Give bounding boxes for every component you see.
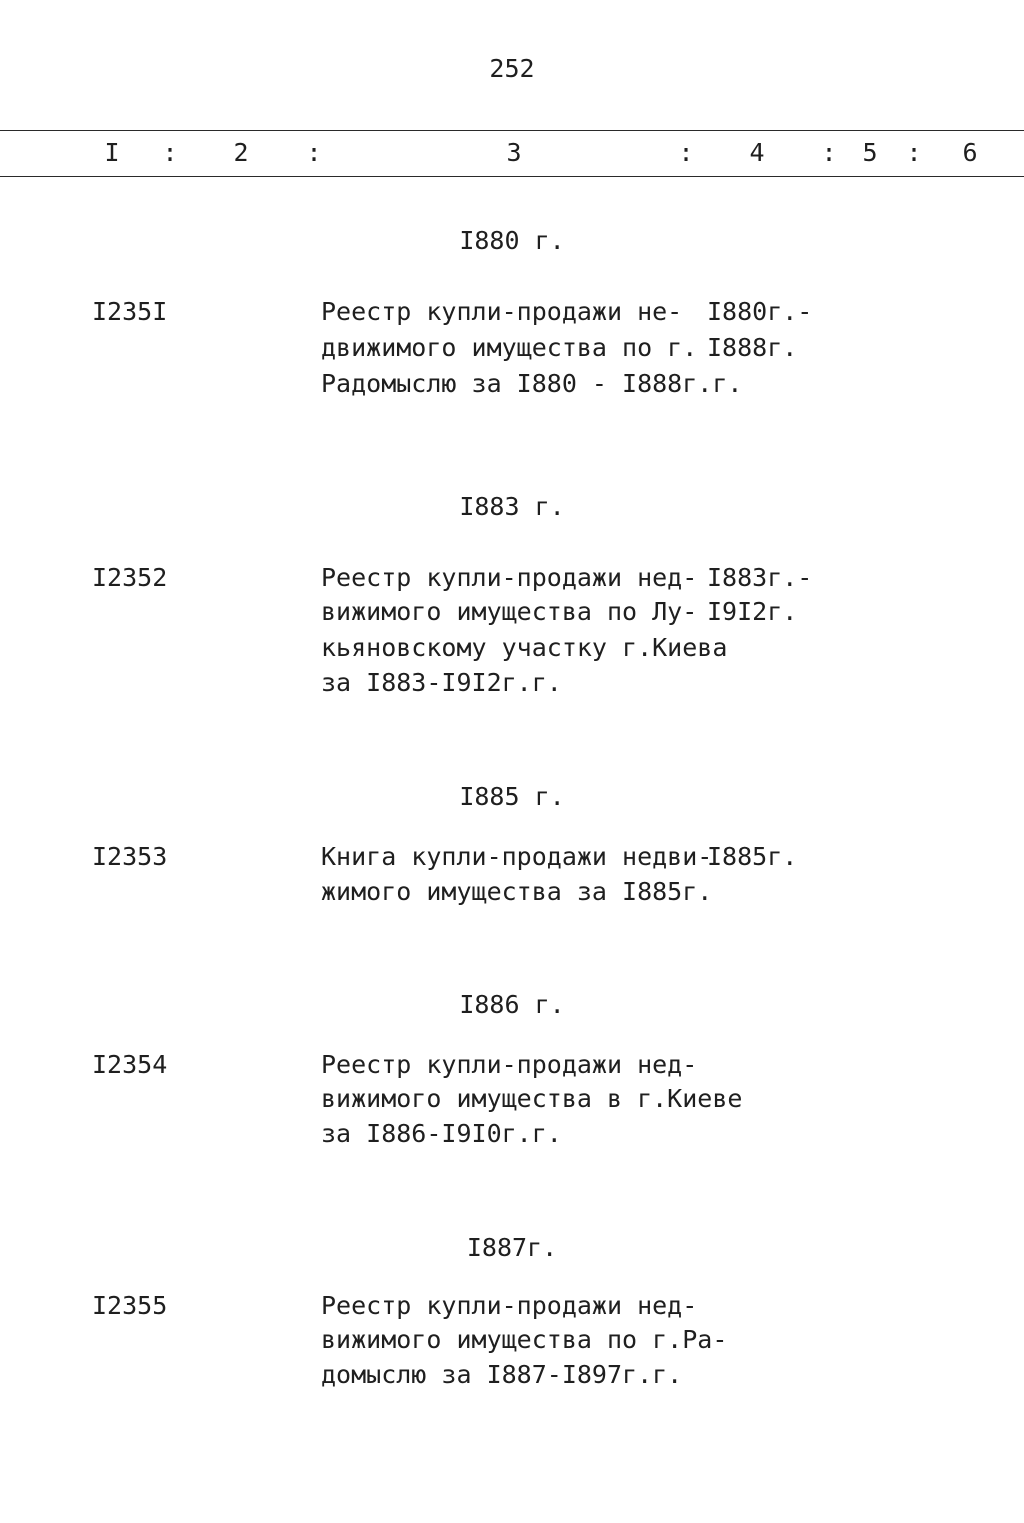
- year-heading: I880 г.: [459, 226, 565, 255]
- description-line: вижимого имущества по г.Ра-: [321, 1325, 728, 1354]
- item-number: I2354: [92, 1050, 168, 1079]
- column-separator: :: [821, 138, 837, 167]
- column-header-1: I: [104, 138, 120, 167]
- date-range: I885г.: [707, 842, 798, 871]
- description-line: вижимого имущества по Лу-: [321, 597, 698, 626]
- description-line: кьяновскому участку г.Киева: [321, 633, 728, 662]
- description-line: жимого имущества за I885г.: [321, 877, 713, 906]
- description-line: движимого имущества по г.: [321, 333, 698, 362]
- description-line: домыслю за I887-I897г.г.: [321, 1360, 683, 1389]
- description-line: вижимого имущества в г.Киеве: [321, 1084, 743, 1113]
- page-number: 252: [489, 54, 535, 83]
- column-separator: :: [306, 138, 322, 167]
- description-line: за I883-I9I2г.г.: [321, 668, 562, 697]
- year-heading: I886 г.: [459, 990, 565, 1019]
- date-range: I9I2г.: [707, 597, 798, 626]
- description-line: Радомыслю за I880 - I888г.г.: [321, 369, 743, 398]
- header-rule-top: [0, 130, 1024, 131]
- year-heading: I883 г.: [459, 492, 565, 521]
- column-header-6: 6: [962, 138, 978, 167]
- item-number: I235I: [92, 297, 168, 326]
- description-line: Реестр купли-продажи нед-: [321, 563, 698, 592]
- date-range: I883г.-: [707, 563, 813, 592]
- column-header-5: 5: [862, 138, 878, 167]
- description-line: Реестр купли-продажи нед-: [321, 1291, 698, 1320]
- column-header-4: 4: [749, 138, 765, 167]
- column-separator: :: [906, 138, 922, 167]
- item-number: I2355: [92, 1291, 168, 1320]
- column-header-3: 3: [506, 138, 522, 167]
- column-header-2: 2: [233, 138, 249, 167]
- item-number: I2352: [92, 563, 168, 592]
- column-separator: :: [162, 138, 178, 167]
- column-separator: :: [678, 138, 694, 167]
- description-line: за I886-I9I0г.г.: [321, 1119, 562, 1148]
- description-line: Книга купли-продажи недви-: [321, 842, 713, 871]
- date-range: I888г.: [707, 333, 798, 362]
- year-heading: I887г.: [466, 1233, 558, 1262]
- description-line: Реестр купли-продажи не-: [321, 297, 683, 326]
- year-heading: I885 г.: [459, 782, 565, 811]
- header-rule-bottom: [0, 176, 1024, 177]
- item-number: I2353: [92, 842, 168, 871]
- description-line: Реестр купли-продажи нед-: [321, 1050, 698, 1079]
- date-range: I880г.-: [707, 297, 813, 326]
